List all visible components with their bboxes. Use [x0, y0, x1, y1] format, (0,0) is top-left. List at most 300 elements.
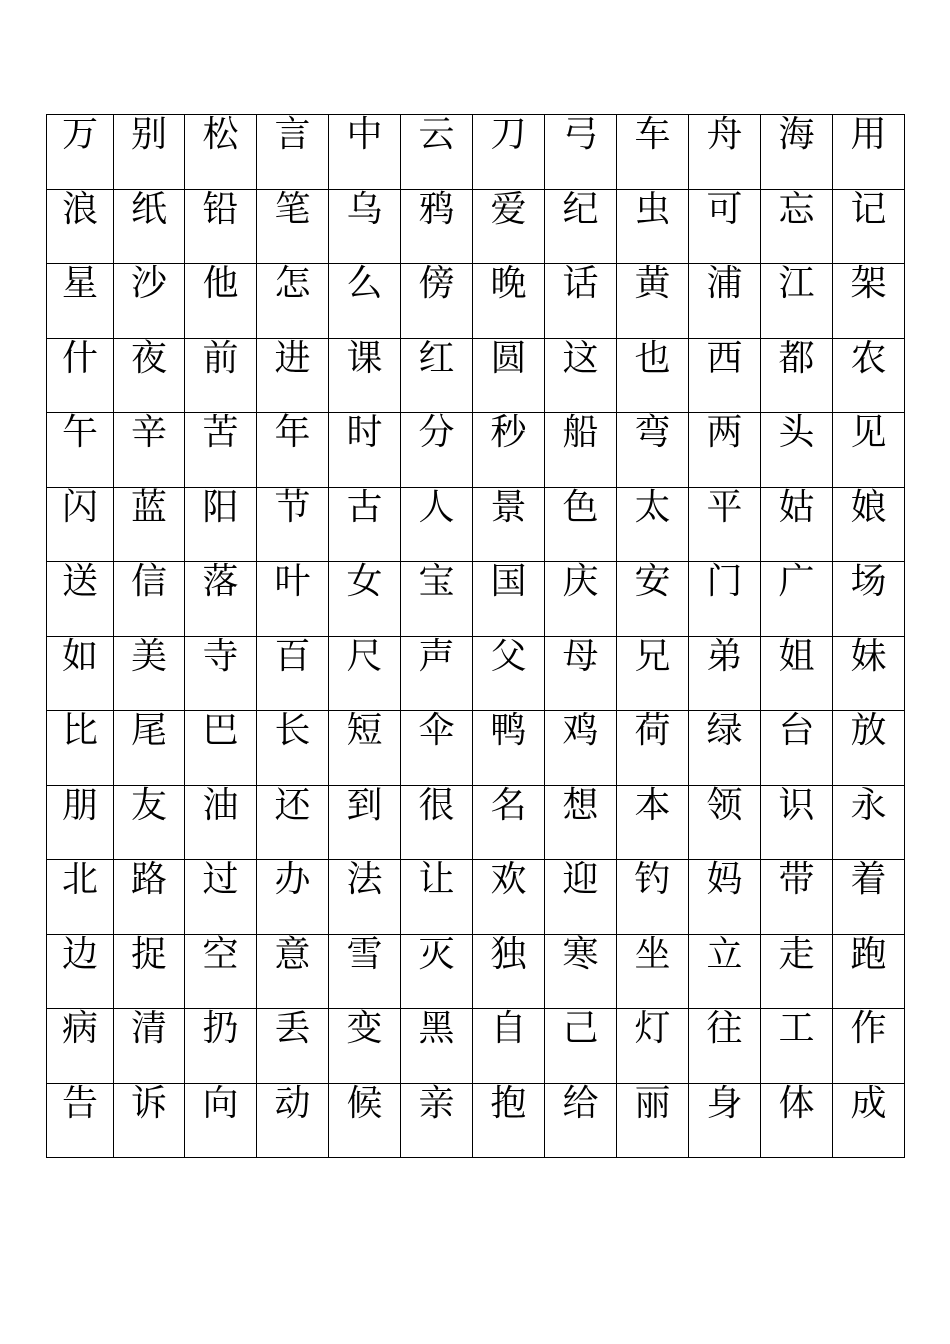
- grid-cell: [545, 338, 617, 413]
- grid-cell: [761, 264, 833, 339]
- grid-cell: [257, 636, 329, 711]
- grid-cell: [833, 636, 905, 711]
- character: 舟: [706, 114, 743, 155]
- character: 娘: [850, 486, 887, 528]
- character: 江: [778, 263, 815, 304]
- grid-cell: [761, 860, 833, 935]
- grid-cell: [473, 785, 545, 860]
- grid-cell: [617, 115, 689, 190]
- grid-cell: [617, 487, 689, 562]
- grid-cell: [401, 338, 473, 413]
- grid-cell: [617, 338, 689, 413]
- character: 丢: [274, 1008, 311, 1049]
- grid-cell: [185, 338, 257, 413]
- character: 安: [634, 561, 671, 602]
- grid-row: [47, 860, 905, 935]
- character: 闪: [61, 486, 98, 528]
- grid-cell: [689, 636, 761, 711]
- grid-cell: [185, 562, 257, 637]
- character: 怎: [274, 263, 311, 304]
- character: 见: [850, 412, 887, 453]
- grid-cell: [473, 934, 545, 1009]
- grid-cell: [47, 487, 114, 562]
- character: 松: [202, 114, 239, 155]
- grid-cell: [257, 487, 329, 562]
- grid-cell: [114, 860, 185, 935]
- grid-cell: [401, 115, 473, 190]
- grid-row: [47, 115, 905, 190]
- character: 美: [130, 635, 167, 677]
- grid-cell: [761, 1009, 833, 1084]
- character: 鸭: [490, 710, 527, 751]
- grid-cell: [617, 636, 689, 711]
- grid-row: [47, 1083, 905, 1158]
- grid-cell: [833, 189, 905, 264]
- character: 病: [61, 1008, 98, 1049]
- character: 傍: [418, 263, 455, 304]
- grid-cell: [545, 115, 617, 190]
- grid-cell: [257, 1083, 329, 1158]
- grid-cell: [329, 264, 401, 339]
- grid-cell: [329, 413, 401, 488]
- character: 船: [562, 412, 599, 453]
- character: 课: [346, 337, 383, 379]
- grid-row: [47, 338, 905, 413]
- grid-cell: [47, 711, 114, 786]
- character: 苦: [202, 412, 239, 453]
- character: 广: [778, 561, 815, 602]
- grid-cell: [329, 189, 401, 264]
- character: 抱: [490, 1082, 527, 1124]
- grid-cell: [617, 711, 689, 786]
- grid-cell: [689, 189, 761, 264]
- grid-cell: [329, 1009, 401, 1084]
- character: 领: [706, 784, 743, 826]
- character: 过: [202, 859, 239, 900]
- character: 时: [346, 412, 383, 453]
- character: 立: [706, 933, 743, 975]
- character: 爱: [490, 188, 527, 230]
- grid-cell: [545, 785, 617, 860]
- grid-row: [47, 636, 905, 711]
- grid-cell: [689, 785, 761, 860]
- grid-cell: [473, 636, 545, 711]
- character-grid: [46, 114, 905, 1158]
- character: 景: [490, 486, 527, 528]
- grid-cell: [545, 562, 617, 637]
- grid-cell: [257, 785, 329, 860]
- grid-cell: [47, 785, 114, 860]
- character: 星: [61, 263, 98, 304]
- grid-cell: [689, 264, 761, 339]
- character: 西: [706, 337, 743, 379]
- grid-cell: [185, 785, 257, 860]
- character: 灯: [634, 1008, 671, 1049]
- character: 蓝: [130, 486, 167, 528]
- grid-cell: [833, 711, 905, 786]
- character: 身: [706, 1082, 743, 1124]
- character: 声: [418, 635, 455, 677]
- grid-cell: [329, 1083, 401, 1158]
- character: 海: [778, 114, 815, 155]
- grid-cell: [761, 562, 833, 637]
- character: 体: [778, 1082, 815, 1124]
- character-grid-body: [47, 115, 905, 1158]
- character: 用: [850, 114, 887, 155]
- grid-cell: [473, 1009, 545, 1084]
- character: 自: [490, 1008, 527, 1049]
- character: 送: [61, 561, 98, 602]
- character: 带: [778, 859, 815, 900]
- grid-cell: [689, 338, 761, 413]
- grid-cell: [833, 934, 905, 1009]
- character: 工: [778, 1008, 815, 1049]
- character: 如: [61, 635, 98, 677]
- character: 北: [61, 859, 98, 900]
- character: 清: [130, 1008, 167, 1049]
- grid-cell: [473, 562, 545, 637]
- grid-cell: [401, 413, 473, 488]
- grid-cell: [114, 413, 185, 488]
- character: 到: [346, 784, 383, 826]
- character: 云: [418, 114, 455, 155]
- character: 他: [202, 263, 239, 304]
- grid-cell: [114, 115, 185, 190]
- character: 黑: [418, 1008, 455, 1049]
- character: 寒: [562, 933, 599, 975]
- character: 红: [418, 337, 455, 379]
- character: 丽: [634, 1082, 671, 1124]
- grid-cell: [617, 785, 689, 860]
- character: 头: [778, 412, 815, 453]
- grid-cell: [185, 934, 257, 1009]
- character: 圆: [490, 337, 527, 379]
- grid-cell: [617, 934, 689, 1009]
- character: 国: [490, 561, 527, 602]
- grid-row: [47, 487, 905, 562]
- grid-cell: [761, 413, 833, 488]
- grid-cell: [114, 1083, 185, 1158]
- character: 鸦: [418, 188, 455, 230]
- character: 这: [562, 337, 599, 379]
- grid-cell: [833, 264, 905, 339]
- character: 农: [850, 337, 887, 379]
- character: 识: [778, 784, 815, 826]
- grid-cell: [761, 785, 833, 860]
- grid-cell: [257, 711, 329, 786]
- character: 尺: [346, 635, 383, 677]
- grid-cell: [47, 860, 114, 935]
- grid-cell: [617, 189, 689, 264]
- grid-cell: [617, 264, 689, 339]
- character: 短: [346, 710, 383, 751]
- character: 很: [418, 784, 455, 826]
- grid-cell: [689, 413, 761, 488]
- character: 女: [346, 561, 383, 602]
- character: 坐: [634, 933, 671, 975]
- character: 分: [418, 412, 455, 453]
- character: 灭: [418, 933, 455, 975]
- character: 尾: [130, 710, 167, 751]
- character: 油: [202, 784, 239, 826]
- character: 放: [850, 710, 887, 751]
- grid-cell: [185, 264, 257, 339]
- grid-cell: [401, 189, 473, 264]
- character: 弯: [634, 412, 671, 453]
- character: 车: [634, 114, 671, 155]
- character: 架: [850, 263, 887, 304]
- grid-cell: [114, 711, 185, 786]
- character: 进: [274, 337, 311, 379]
- grid-cell: [47, 934, 114, 1009]
- grid-cell: [257, 860, 329, 935]
- character: 古: [346, 486, 383, 528]
- character: 意: [274, 933, 311, 975]
- grid-cell: [401, 562, 473, 637]
- character: 弓: [562, 114, 599, 155]
- grid-cell: [617, 413, 689, 488]
- grid-cell: [114, 189, 185, 264]
- character: 弟: [706, 635, 743, 677]
- character: 纸: [130, 188, 167, 230]
- grid-cell: [833, 1083, 905, 1158]
- grid-cell: [257, 264, 329, 339]
- character: 百: [274, 635, 311, 677]
- character: 夜: [130, 337, 167, 379]
- grid-cell: [257, 934, 329, 1009]
- character: 晚: [490, 263, 527, 304]
- grid-cell: [329, 338, 401, 413]
- grid-cell: [114, 264, 185, 339]
- grid-cell: [401, 785, 473, 860]
- character: 铅: [202, 188, 239, 230]
- character: 朋: [61, 784, 98, 826]
- character: 亲: [418, 1082, 455, 1124]
- grid-cell: [545, 1083, 617, 1158]
- character: 可: [706, 188, 743, 230]
- character: 节: [274, 486, 311, 528]
- grid-cell: [473, 189, 545, 264]
- grid-cell: [761, 636, 833, 711]
- character: 长: [274, 710, 311, 751]
- character: 友: [130, 784, 167, 826]
- grid-cell: [761, 487, 833, 562]
- character: 刀: [490, 114, 527, 155]
- character: 告: [61, 1082, 98, 1124]
- grid-cell: [401, 711, 473, 786]
- character: 独: [490, 933, 527, 975]
- character: 也: [634, 337, 671, 379]
- character: 忘: [778, 188, 815, 230]
- grid-cell: [545, 1009, 617, 1084]
- character: 辛: [130, 412, 167, 453]
- character: 走: [778, 933, 815, 975]
- grid-cell: [761, 934, 833, 1009]
- character: 人: [418, 486, 455, 528]
- grid-cell: [114, 636, 185, 711]
- character: 妹: [850, 635, 887, 677]
- grid-cell: [47, 562, 114, 637]
- character: 黄: [634, 263, 671, 304]
- grid-cell: [689, 1083, 761, 1158]
- character: 年: [274, 412, 311, 453]
- grid-cell: [689, 711, 761, 786]
- grid-row: [47, 562, 905, 637]
- character: 比: [61, 710, 98, 751]
- grid-cell: [761, 115, 833, 190]
- grid-cell: [473, 264, 545, 339]
- grid-cell: [257, 189, 329, 264]
- grid-cell: [47, 1009, 114, 1084]
- grid-cell: [833, 785, 905, 860]
- grid-cell: [473, 413, 545, 488]
- character: 迎: [562, 859, 599, 900]
- character: 前: [202, 337, 239, 379]
- grid-cell: [185, 1083, 257, 1158]
- grid-cell: [114, 1009, 185, 1084]
- grid-row: [47, 934, 905, 1009]
- character: 么: [346, 263, 383, 304]
- grid-cell: [761, 1083, 833, 1158]
- grid-cell: [545, 934, 617, 1009]
- character: 法: [346, 859, 383, 900]
- grid-cell: [329, 487, 401, 562]
- grid-row: [47, 189, 905, 264]
- grid-cell: [114, 338, 185, 413]
- grid-cell: [689, 115, 761, 190]
- grid-cell: [114, 562, 185, 637]
- grid-cell: [833, 860, 905, 935]
- character: 话: [562, 263, 599, 304]
- character: 作: [850, 1008, 887, 1049]
- character: 母: [562, 635, 599, 677]
- grid-cell: [329, 636, 401, 711]
- grid-cell: [47, 115, 114, 190]
- grid-cell: [47, 264, 114, 339]
- character: 平: [706, 486, 743, 528]
- character: 虫: [634, 188, 671, 230]
- character: 办: [274, 859, 311, 900]
- grid-cell: [329, 562, 401, 637]
- grid-row: [47, 413, 905, 488]
- character: 诉: [130, 1082, 167, 1124]
- character: 本: [634, 784, 671, 826]
- grid-cell: [473, 115, 545, 190]
- character: 名: [490, 784, 527, 826]
- character: 沙: [130, 263, 167, 304]
- character: 候: [346, 1082, 383, 1124]
- grid-cell: [689, 934, 761, 1009]
- grid-cell: [257, 1009, 329, 1084]
- character: 父: [490, 635, 527, 677]
- character: 想: [562, 784, 599, 826]
- character: 成: [850, 1082, 887, 1124]
- grid-cell: [47, 189, 114, 264]
- grid-cell: [257, 413, 329, 488]
- character: 门: [706, 561, 743, 602]
- grid-cell: [114, 785, 185, 860]
- character: 向: [202, 1082, 239, 1124]
- grid-cell: [545, 487, 617, 562]
- character: 寺: [202, 635, 239, 677]
- character: 姑: [778, 486, 815, 528]
- character: 空: [202, 933, 239, 975]
- character: 动: [274, 1082, 311, 1124]
- character: 乌: [346, 188, 383, 230]
- character: 别: [130, 114, 167, 155]
- character: 宝: [418, 561, 455, 602]
- grid-row: [47, 264, 905, 339]
- grid-cell: [257, 562, 329, 637]
- grid-cell: [833, 115, 905, 190]
- grid-cell: [257, 338, 329, 413]
- grid-cell: [401, 264, 473, 339]
- grid-cell: [185, 711, 257, 786]
- grid-cell: [257, 115, 329, 190]
- character: 记: [850, 188, 887, 230]
- grid-cell: [617, 562, 689, 637]
- grid-cell: [689, 1009, 761, 1084]
- grid-cell: [329, 785, 401, 860]
- character: 落: [202, 561, 239, 602]
- grid-cell: [401, 636, 473, 711]
- grid-cell: [761, 711, 833, 786]
- character: 路: [130, 859, 167, 900]
- character: 纪: [562, 188, 599, 230]
- grid-cell: [185, 413, 257, 488]
- character: 色: [562, 486, 599, 528]
- character: 两: [706, 412, 743, 453]
- grid-cell: [473, 1083, 545, 1158]
- grid-cell: [401, 934, 473, 1009]
- character: 变: [346, 1008, 383, 1049]
- grid-cell: [689, 562, 761, 637]
- grid-row: [47, 785, 905, 860]
- character: 浪: [61, 188, 98, 230]
- grid-cell: [545, 189, 617, 264]
- character: 巴: [202, 710, 239, 751]
- character: 姐: [778, 635, 815, 677]
- character: 信: [130, 561, 167, 602]
- character: 着: [850, 859, 887, 900]
- grid-cell: [473, 711, 545, 786]
- grid-cell: [185, 115, 257, 190]
- character: 阳: [202, 486, 239, 528]
- grid-cell: [185, 487, 257, 562]
- character: 言: [274, 114, 311, 155]
- grid-cell: [545, 711, 617, 786]
- character: 秒: [490, 412, 527, 453]
- grid-cell: [401, 860, 473, 935]
- character: 伞: [418, 710, 455, 751]
- grid-cell: [545, 264, 617, 339]
- character: 钓: [634, 859, 671, 900]
- character: 让: [418, 859, 455, 900]
- grid-cell: [761, 338, 833, 413]
- grid-cell: [545, 860, 617, 935]
- grid-row: [47, 1009, 905, 1084]
- character: 万: [61, 114, 98, 155]
- grid-cell: [47, 1083, 114, 1158]
- character: 还: [274, 784, 311, 826]
- character: 给: [562, 1082, 599, 1124]
- character: 欢: [490, 859, 527, 900]
- grid-cell: [185, 636, 257, 711]
- grid-cell: [617, 860, 689, 935]
- grid-cell: [401, 1009, 473, 1084]
- character: 太: [634, 486, 671, 528]
- character: 鸡: [562, 710, 599, 751]
